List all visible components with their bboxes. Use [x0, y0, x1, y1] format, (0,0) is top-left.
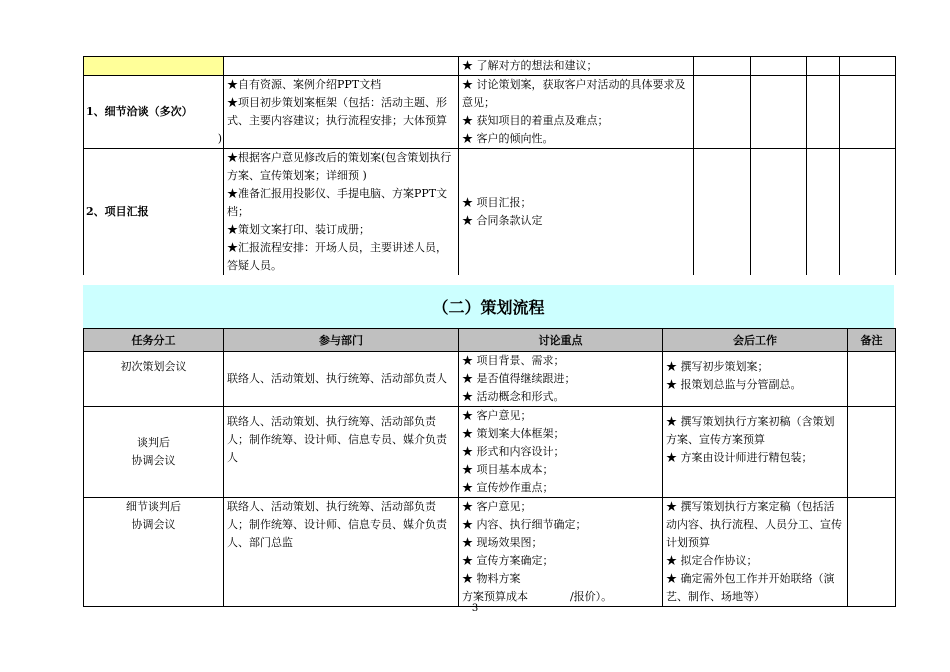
- work-line: ★ 确定需外包工作并开始联络（演艺、制作、场地等）: [666, 572, 835, 603]
- stage-label: 2、项目汇报: [86, 205, 149, 218]
- point-line: ★ 客户意见；: [462, 409, 532, 422]
- goal-line: ★ 了解对方的想法和建议；: [462, 59, 598, 72]
- points-cell: [459, 352, 663, 407]
- table-row: [84, 407, 896, 498]
- task-line: 初次策划会议: [120, 360, 187, 373]
- goal-line: ★ 合同条款认定: [462, 214, 543, 227]
- dept-cell: [224, 498, 459, 607]
- material-line: ★根据客户意见修改后的策划案(包含策划执行方案、宣传策划案；详细预 ): [227, 151, 452, 182]
- work-cell: [663, 352, 848, 407]
- section-title: （二）策划流程: [83, 285, 894, 328]
- dept-cell: [224, 352, 459, 407]
- stage-detail-negotiation: [84, 76, 224, 149]
- page-number: 3: [471, 603, 479, 614]
- task-cell: [84, 352, 224, 407]
- task-line: 协调会议: [131, 518, 176, 531]
- point-line: ★ 物料方案: [462, 572, 521, 585]
- material-line: ★自有资源、案例介绍PPT文档: [227, 78, 382, 91]
- goal-line: ★ 获知项目的着重点及难点；: [462, 114, 609, 127]
- upper-stage-table: [83, 56, 896, 275]
- upper-row-1-goals: [459, 76, 694, 149]
- point-line: ★ 项目背景、需求；: [462, 354, 565, 367]
- upper-row-0-goals: [459, 57, 694, 76]
- upper-row-0-materials: [224, 57, 459, 76]
- task-line: 谈判后: [137, 436, 170, 449]
- goal-line: ★ 项目汇报；: [462, 196, 532, 209]
- table-row: [84, 352, 896, 407]
- work-line: ★ 报策划总监与分管副总。: [666, 378, 802, 391]
- upper-row-1-materials: [224, 76, 459, 149]
- goal-line: ★ 讨论策划案，获取客户对活动的具体要求及意见；: [462, 78, 686, 109]
- stage-project-report: [84, 149, 224, 276]
- point-line: ★ 形式和内容设计；: [462, 445, 565, 458]
- dept-text: 联络人、活动策划、执行统筹、活动部负责人；制作统筹、设计师、信息专员、媒介负责人: [227, 415, 447, 464]
- material-line: ★准备汇报用投影仪、手提电脑、方案PPT文档；: [227, 187, 448, 218]
- work-line: ★ 撰写策划执行方案初稿（含策划方案、宣传方案预算: [666, 415, 835, 446]
- upper-row-2-materials: [224, 149, 459, 276]
- point-line: ★ 客户意见；: [462, 500, 532, 513]
- work-cell: [663, 498, 848, 607]
- dept-text: 联络人、活动策划、执行统筹、活动部负责人；制作统筹、设计师、信息专员、媒介负责人、部门总监: [227, 500, 447, 549]
- upper-row-2: [84, 149, 896, 276]
- stage-label: 1、细节洽谈（多次）: [86, 105, 193, 118]
- task-cell: [84, 407, 224, 498]
- point-line: ★ 宣传方案确定；: [462, 554, 554, 567]
- task-line: 细节谈判后: [126, 500, 181, 513]
- point-line: ★ 宣传炒作重点；: [462, 481, 554, 494]
- header-dept: 参与部门: [224, 329, 459, 352]
- point-line: ★ 现场效果图；: [462, 536, 543, 549]
- header-points: 讨论重点: [459, 329, 663, 352]
- task-cell: [84, 498, 224, 607]
- note-cell: [848, 352, 896, 407]
- header-row: [84, 329, 896, 352]
- material-line: ★项目初步策划案框架（包括：活动主题、形式、主要内容建议；执行流程安排；大体预算: [227, 96, 447, 127]
- points-cell: [459, 407, 663, 498]
- point-line: ★ 是否值得继续跟进；: [462, 372, 576, 385]
- points-cell: [459, 498, 663, 607]
- point-line: ★ 策划案大体框架；: [462, 427, 565, 440]
- upper-row-2-goals: [459, 149, 694, 276]
- table-row: [84, 498, 896, 607]
- planning-process-table: [83, 328, 896, 607]
- work-line: ★ 撰写初步策划案；: [666, 360, 769, 373]
- stray-paren: ): [217, 132, 222, 145]
- work-line: ★ 方案由设计师进行精包装；: [666, 451, 813, 464]
- upper-row-1: [84, 76, 896, 149]
- header-note: 备注: [848, 329, 896, 352]
- material-line: ★汇报流程安排：开场人员，主要讲述人员，答疑人员。: [227, 241, 447, 272]
- header-task: 任务分工: [84, 329, 224, 352]
- task-line: 协调会议: [131, 454, 176, 467]
- work-line: ★ 撰写策划执行方案定稿（包括活动内容、执行流程、人员分工、宣传计划预算: [666, 500, 842, 549]
- work-line: ★ 拟定合作协议；: [666, 554, 758, 567]
- highlight-cell: [84, 57, 224, 76]
- point-line: ★ 活动概念和形式。: [462, 390, 565, 403]
- point-line: 方案预算成本 /报价）。: [462, 590, 613, 603]
- material-line: ★策划文案打印、装订成册；: [227, 223, 370, 236]
- point-line: ★ 项目基本成本；: [462, 463, 554, 476]
- dept-text: 联络人、活动策划、执行统筹、活动部负责人: [227, 372, 447, 385]
- point-line: ★ 内容、执行细节确定；: [462, 518, 587, 531]
- dept-cell: [224, 407, 459, 498]
- goal-line: ★ 客户的倾向性。: [462, 132, 554, 145]
- work-cell: [663, 407, 848, 498]
- note-cell: [848, 407, 896, 498]
- header-work: 会后工作: [663, 329, 848, 352]
- note-cell: [848, 498, 896, 607]
- upper-row-0: [84, 57, 896, 76]
